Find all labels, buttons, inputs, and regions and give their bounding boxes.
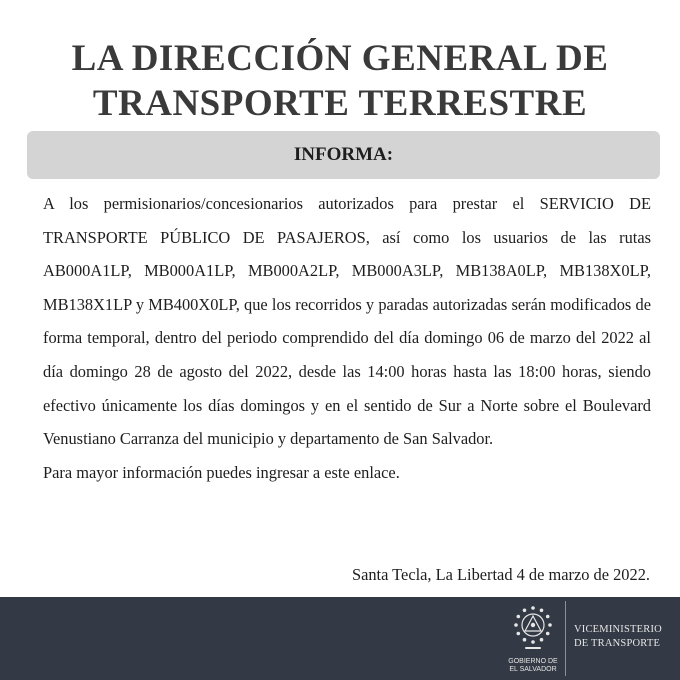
notice-body	[43, 187, 651, 489]
more-info-text: Para mayor información puedes ingresar a este enlace.	[43, 462, 400, 482]
el-salvador-seal-icon	[503, 603, 563, 659]
vice-line-2: DE TRANSPORTE	[574, 638, 661, 649]
gobierno-el-salvador-label	[496, 658, 570, 674]
banner-label: INFORMA:	[293, 144, 394, 165]
title-line-2: TRANSPORTE TERRESTRE	[92, 83, 588, 124]
informa-banner	[27, 131, 660, 179]
page-title	[0, 36, 680, 126]
place-date: Santa Tecla, La Libertad 4 de marzo de 2022.	[351, 565, 650, 584]
footer-bar	[0, 597, 680, 680]
viceministerio-label	[574, 623, 674, 651]
vice-line-1: VICEMINISTERIO	[574, 624, 662, 635]
gov-line-1: GOBIERNO DE	[508, 658, 558, 665]
notice-paragraph: A los permisionarios/concesionarios autorizados para prestar el SERVICIO DE TRANSPORTE PÚBLICO DE PASAJEROS, así como los usuarios de las rutas AB000A1LP, MB000A1LP, MB000A2LP, MB000A3LP, MB138A0LP, MB138X0LP, MB138X1LP y MB400X0LP, que los recorridos y paradas autorizadas serán modificados de forma temporal, dentro del periodo comprendido del día domingo 06 de marzo del 2022 al día domingo 28 de agosto del 2022, desde las 14:00 horas hasta las 18:00 horas, siendo efectivo únicamente los días domingos y en el sentido de Sur a Norte sobre el Boulevard Venustiano Carranza del municipio y departamento de San Salvador.	[43, 194, 651, 449]
title-line-1: LA DIRECCIÓN GENERAL DE	[71, 38, 609, 79]
footer-divider	[565, 601, 566, 676]
gov-line-2: EL SALVADOR	[509, 666, 557, 673]
